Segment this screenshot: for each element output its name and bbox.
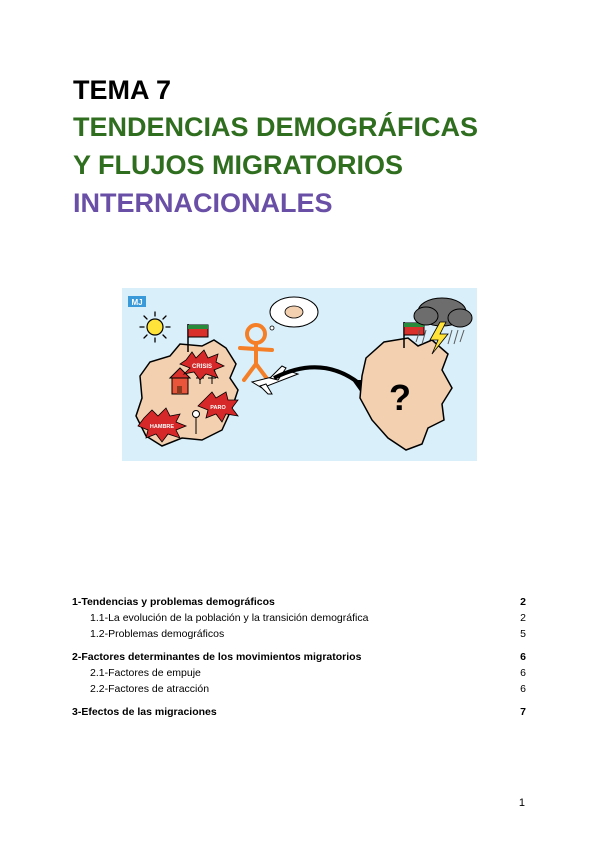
toc-entry-page: 6 xyxy=(520,667,526,679)
page-number: 1 xyxy=(518,797,525,809)
question-mark: ? xyxy=(389,377,411,418)
hambre-label: HAMBRE xyxy=(149,424,175,430)
table-of-contents xyxy=(72,596,526,722)
migration-illustration xyxy=(122,288,477,461)
logo-text: MJ xyxy=(131,298,143,307)
title-block xyxy=(73,72,478,222)
title-line-3: INTERNACIONALES xyxy=(73,188,333,218)
topic-number: TEMA 7 xyxy=(73,75,172,105)
toc-entry-page: 5 xyxy=(520,628,526,640)
toc-entry[interactable] xyxy=(72,706,526,722)
toc-entry-label: 2.1-Factores de empuje xyxy=(90,667,201,679)
crisis-label: CRISIS xyxy=(191,364,213,370)
toc-entry-page: 6 xyxy=(520,683,526,695)
toc-entry-label: 3-Efectos de las migraciones xyxy=(72,706,217,718)
toc-entry-label: 1-Tendencias y problemas demográficos xyxy=(72,596,275,608)
toc-entry-label: 2.2-Factores de atracción xyxy=(90,683,210,695)
toc-entry[interactable] xyxy=(72,628,526,644)
toc-entry-page: 6 xyxy=(520,651,526,663)
paro-label: PARO xyxy=(210,405,226,411)
toc-entry-page: 2 xyxy=(520,596,526,608)
toc-entry-label: 2-Factores determinantes de los movimientos migratorios xyxy=(72,651,362,663)
toc-entry[interactable] xyxy=(72,596,526,612)
toc-entry[interactable] xyxy=(72,612,526,628)
title-line-2: Y FLUJOS MIGRATORIOS xyxy=(73,150,404,180)
toc-entry-page: 2 xyxy=(520,612,526,624)
toc-entry[interactable] xyxy=(72,667,526,683)
toc-entry-page: 7 xyxy=(520,706,526,718)
title-line-1: TENDENCIAS DEMOGRÁFICAS xyxy=(73,112,479,142)
toc-entry-label: 1.2-Problemas demográficos xyxy=(90,628,225,640)
toc-entry-label: 1.1-La evolución de la población y la transición demográfica xyxy=(90,612,369,624)
sun-icon xyxy=(140,312,170,342)
toc-entry[interactable] xyxy=(72,651,526,667)
toc-entry[interactable] xyxy=(72,683,526,699)
